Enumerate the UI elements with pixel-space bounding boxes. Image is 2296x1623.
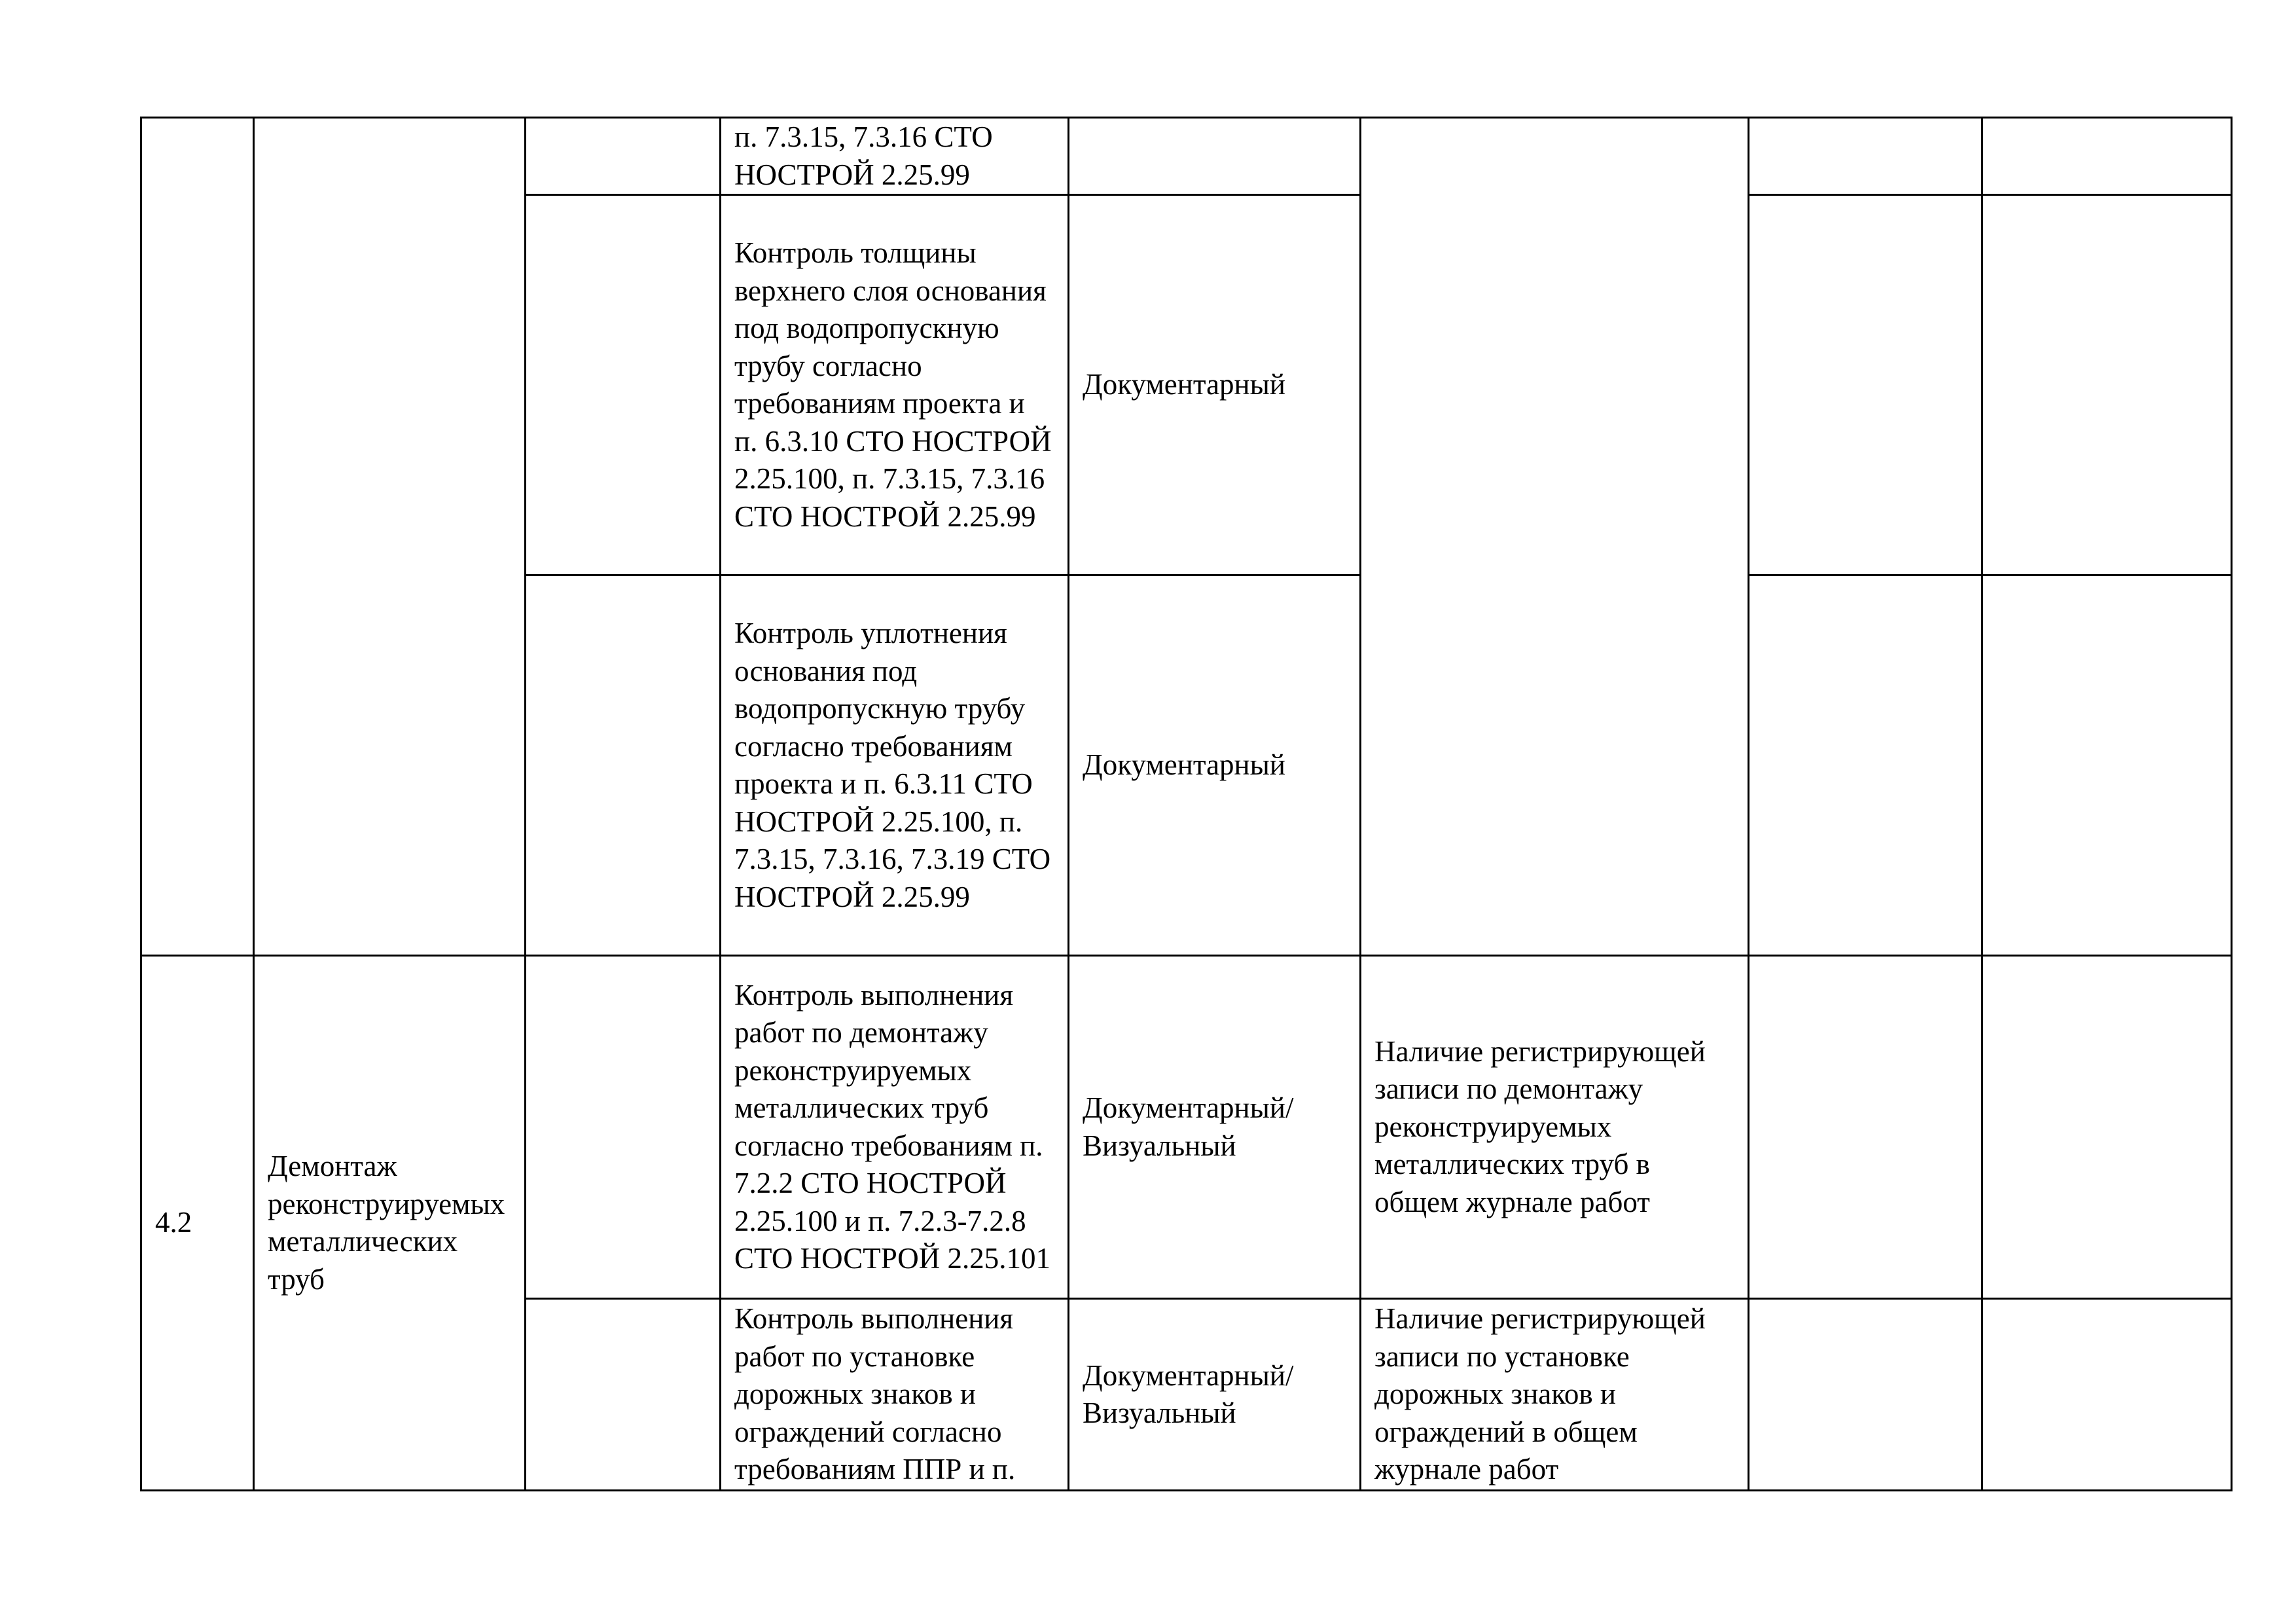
table-row: [141, 956, 2232, 1299]
record-cell: Наличие регистрирующей записи по установке дорожных знаков и ограждений в общем журнале работ: [1361, 1299, 1749, 1491]
record-cell: Наличие регистрирующей записи по демонтажу реконструируемых металлических труб в общем журнале работ: [1361, 956, 1749, 1299]
control-description-cell: Контроль выполнения работ по установке дорожных знаков и ограждений согласно требованиям ППР и п.: [721, 1299, 1069, 1491]
item-number-cell: [141, 118, 254, 956]
empty-cell: [1982, 1299, 2232, 1491]
empty-cell: [1982, 195, 2232, 575]
control-method-cell: Документарный: [1069, 195, 1361, 575]
control-description-cell: п. 7.3.15, 7.3.16 СТО НОСТРОЙ 2.25.99: [721, 118, 1069, 195]
operation-cell: Демонтаж реконструируемых металлических труб: [254, 956, 526, 1491]
control-method-cell: Документарный: [1069, 575, 1361, 956]
entity-cell: [526, 956, 721, 1299]
empty-cell: [1749, 575, 1982, 956]
empty-cell: [1749, 118, 1982, 195]
operation-cell: [254, 118, 526, 956]
empty-cell: [1982, 575, 2232, 956]
control-table: [140, 117, 2233, 1491]
empty-cell: [1982, 956, 2232, 1299]
control-method-cell: Документарный/ Визуальный: [1069, 1299, 1361, 1491]
empty-cell: [1749, 956, 1982, 1299]
control-method-cell: [1069, 118, 1361, 195]
empty-cell: [1749, 1299, 1982, 1491]
entity-cell: [526, 1299, 721, 1491]
record-cell: [1361, 118, 1749, 956]
empty-cell: [1749, 195, 1982, 575]
entity-cell: [526, 195, 721, 575]
table-row: [141, 118, 2232, 195]
entity-cell: [526, 575, 721, 956]
empty-cell: [1982, 118, 2232, 195]
entity-cell: [526, 118, 721, 195]
control-description-cell: Контроль уплотнения основания под водопропускную трубу согласно требованиям проекта и п. 6.3.11 СТО НОСТРОЙ 2.25.100, п. 7.3.15, 7.3.16, 7.3.19 СТО НОСТРОЙ 2.25.99: [721, 575, 1069, 956]
control-description-cell: Контроль выполнения работ по демонтажу реконструируемых металлических труб согласно требованиям п. 7.2.2 СТО НОСТРОЙ 2.25.100 и п. 7.2.3-7.2.8 СТО НОСТРОЙ 2.25.101: [721, 956, 1069, 1299]
control-method-cell: Документарный/ Визуальный: [1069, 956, 1361, 1299]
item-number-cell: 4.2: [141, 956, 254, 1491]
control-description-cell: Контроль толщины верхнего слоя основания под водопропускную трубу согласно требованиям проекта и п. 6.3.10 СТО НОСТРОЙ 2.25.100, п. 7.3.15, 7.3.16 СТО НОСТРОЙ 2.25.99: [721, 195, 1069, 575]
